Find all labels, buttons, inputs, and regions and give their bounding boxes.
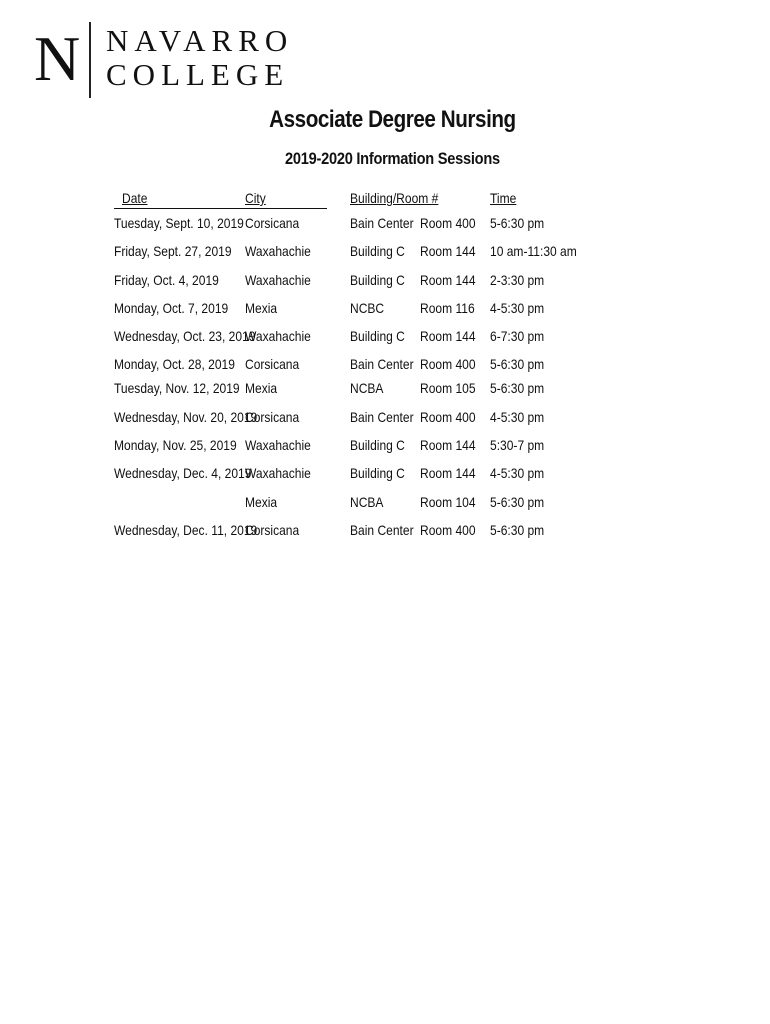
cell-date: Friday, Sept. 27, 2019 (114, 243, 232, 259)
cell-building: Building C (350, 465, 405, 481)
cell-building: Bain Center (350, 215, 414, 231)
page-subtitle: 2019-2020 Information Sessions (284, 149, 500, 168)
cell-time: 5-6:30 pm (490, 380, 545, 396)
cell-time: 5-6:30 pm (490, 522, 545, 538)
cell-room: Room 144 (420, 328, 476, 344)
cell-date: Tuesday, Nov. 12, 2019 (114, 380, 240, 396)
header-building-room: Building/Room # (350, 190, 439, 206)
cell-room: Room 400 (420, 215, 476, 231)
cell-date: Wednesday, Nov. 20, 2019 (114, 409, 258, 425)
cell-city: Corsicana (245, 409, 300, 425)
cell-time: 4-5:30 pm (490, 409, 545, 425)
cell-city: Waxahachie (245, 272, 311, 288)
cell-city: Waxahachie (245, 465, 311, 481)
cell-building: NCBA (350, 494, 384, 510)
header-date: Date (122, 190, 148, 206)
cell-room: Room 144 (420, 437, 476, 453)
cell-room: Room 104 (420, 494, 476, 510)
cell-room: Room 400 (420, 356, 476, 372)
cell-date: Wednesday, Oct. 23, 2019 (114, 328, 256, 344)
cell-city: Waxahachie (245, 243, 311, 259)
cell-room: Room 400 (420, 522, 476, 538)
cell-time: 2-3:30 pm (490, 272, 545, 288)
cell-building: Building C (350, 328, 405, 344)
logo-letter: N (34, 23, 81, 94)
cell-city: Mexia (245, 494, 278, 510)
cell-city: Waxahachie (245, 437, 311, 453)
cell-date: Wednesday, Dec. 11, 2019 (114, 522, 258, 538)
cell-building: Bain Center (350, 522, 414, 538)
cell-time: 5-6:30 pm (490, 494, 545, 510)
cell-date: Monday, Oct. 28, 2019 (114, 356, 235, 372)
logo-word-college: COLLEGE (106, 57, 290, 92)
cell-time: 5:30-7 pm (490, 437, 545, 453)
cell-time: 6-7:30 pm (490, 328, 545, 344)
cell-city: Corsicana (245, 356, 300, 372)
header-rule (114, 208, 327, 209)
logo-word-navarro: NAVARRO (106, 23, 294, 58)
cell-time: 4-5:30 pm (490, 300, 545, 316)
cell-building: NCBA (350, 380, 384, 396)
cell-date: Friday, Oct. 4, 2019 (114, 272, 219, 288)
cell-date: Monday, Nov. 25, 2019 (114, 437, 237, 453)
cell-room: Room 144 (420, 465, 476, 481)
cell-building: Building C (350, 243, 405, 259)
header-time: Time (490, 190, 517, 206)
cell-date: Monday, Oct. 7, 2019 (114, 300, 229, 316)
cell-building: Building C (350, 437, 405, 453)
cell-building: NCBC (350, 300, 385, 316)
cell-city: Mexia (245, 300, 278, 316)
cell-date: Tuesday, Sept. 10, 2019 (114, 215, 244, 231)
cell-building: Bain Center (350, 356, 414, 372)
cell-room: Room 400 (420, 409, 476, 425)
cell-building: Building C (350, 272, 405, 288)
cell-room: Room 105 (420, 380, 476, 396)
page-title: Associate Degree Nursing (269, 106, 516, 133)
header-city: City (245, 190, 266, 206)
cell-city: Mexia (245, 380, 278, 396)
cell-date: Wednesday, Dec. 4, 2019 (114, 465, 252, 481)
cell-building: Bain Center (350, 409, 414, 425)
cell-city: Corsicana (245, 522, 300, 538)
logo-divider (89, 22, 91, 98)
cell-time: 5-6:30 pm (490, 215, 545, 231)
cell-room: Room 144 (420, 243, 476, 259)
cell-time: 5-6:30 pm (490, 356, 545, 372)
cell-time: 4-5:30 pm (490, 465, 545, 481)
cell-time: 10 am-11:30 am (490, 243, 577, 259)
cell-room: Room 116 (420, 300, 475, 316)
cell-room: Room 144 (420, 272, 476, 288)
college-logo (30, 20, 294, 102)
cell-city: Waxahachie (245, 328, 311, 344)
cell-city: Corsicana (245, 215, 300, 231)
